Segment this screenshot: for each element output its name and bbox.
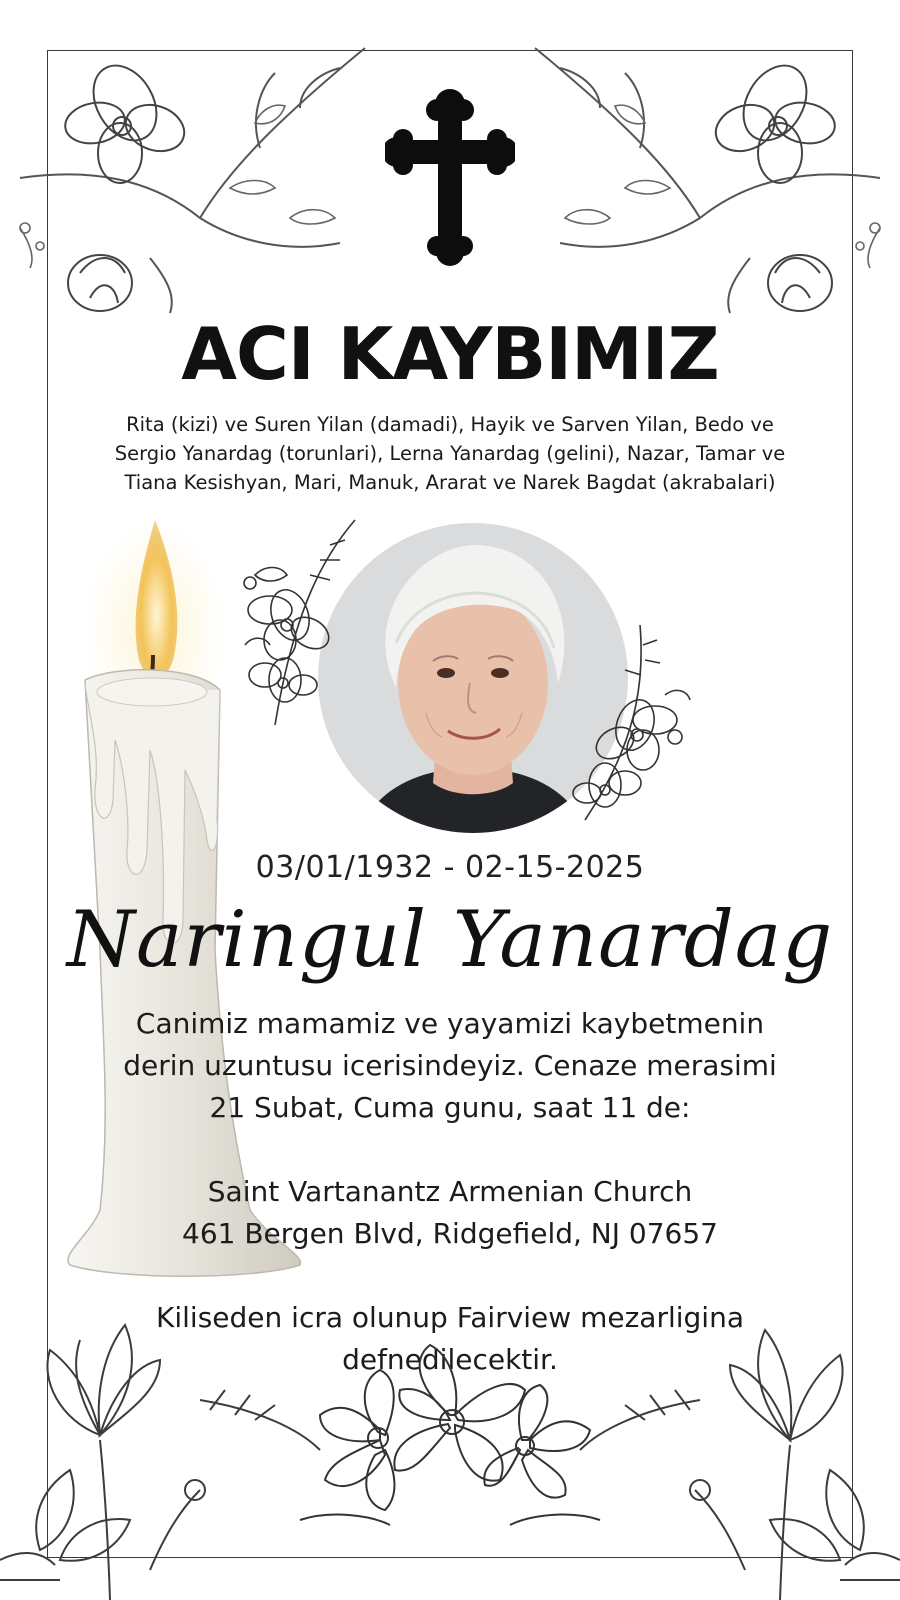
floral-top-right-decoration <box>520 28 900 318</box>
message-line: derin uzuntusu icerisindeyiz. Cenaze merasimi <box>123 1049 777 1082</box>
church-name: Saint Vartanantz Armenian Church <box>207 1175 693 1208</box>
floral-top-left-decoration <box>0 28 380 318</box>
church-address: 461 Bergen Blvd, Ridgefield, NJ 07657 <box>182 1217 718 1250</box>
orthodox-cross-icon <box>385 88 515 266</box>
deceased-name: Naringul Yanardag <box>66 895 834 985</box>
burial-line: Kiliseden icra olunup Fairview mezarligina <box>156 1301 744 1334</box>
family-list <box>70 410 830 497</box>
spacer <box>80 1255 820 1297</box>
message-line: Canimiz mamamiz ve yayamizi kaybetmenin <box>135 1007 765 1040</box>
page-title: ACI KAYBIMIZ <box>181 312 719 396</box>
spacer <box>80 1129 820 1171</box>
floral-portrait-left-decoration <box>235 515 365 735</box>
burial-line: defnedilecektir. <box>342 1343 558 1376</box>
floral-bottom-decoration <box>0 1320 900 1600</box>
family-line: Sergio Yanardag (torunlari), Lerna Yanardag (gelini), Nazar, Tamar ve <box>114 442 786 465</box>
floral-portrait-right-decoration <box>565 625 695 825</box>
message-line: 21 Subat, Cuma gunu, saat 11 de: <box>209 1091 691 1124</box>
family-line: Tiana Kesishyan, Mari, Manuk, Ararat ve Narek Bagdat (akrabalari) <box>124 471 776 494</box>
life-dates: 03/01/1932 - 02-15-2025 <box>255 850 645 885</box>
family-line: Rita (kizi) ve Suren Yilan (damadi), Hayik ve Sarven Yilan, Bedo ve <box>126 413 774 436</box>
